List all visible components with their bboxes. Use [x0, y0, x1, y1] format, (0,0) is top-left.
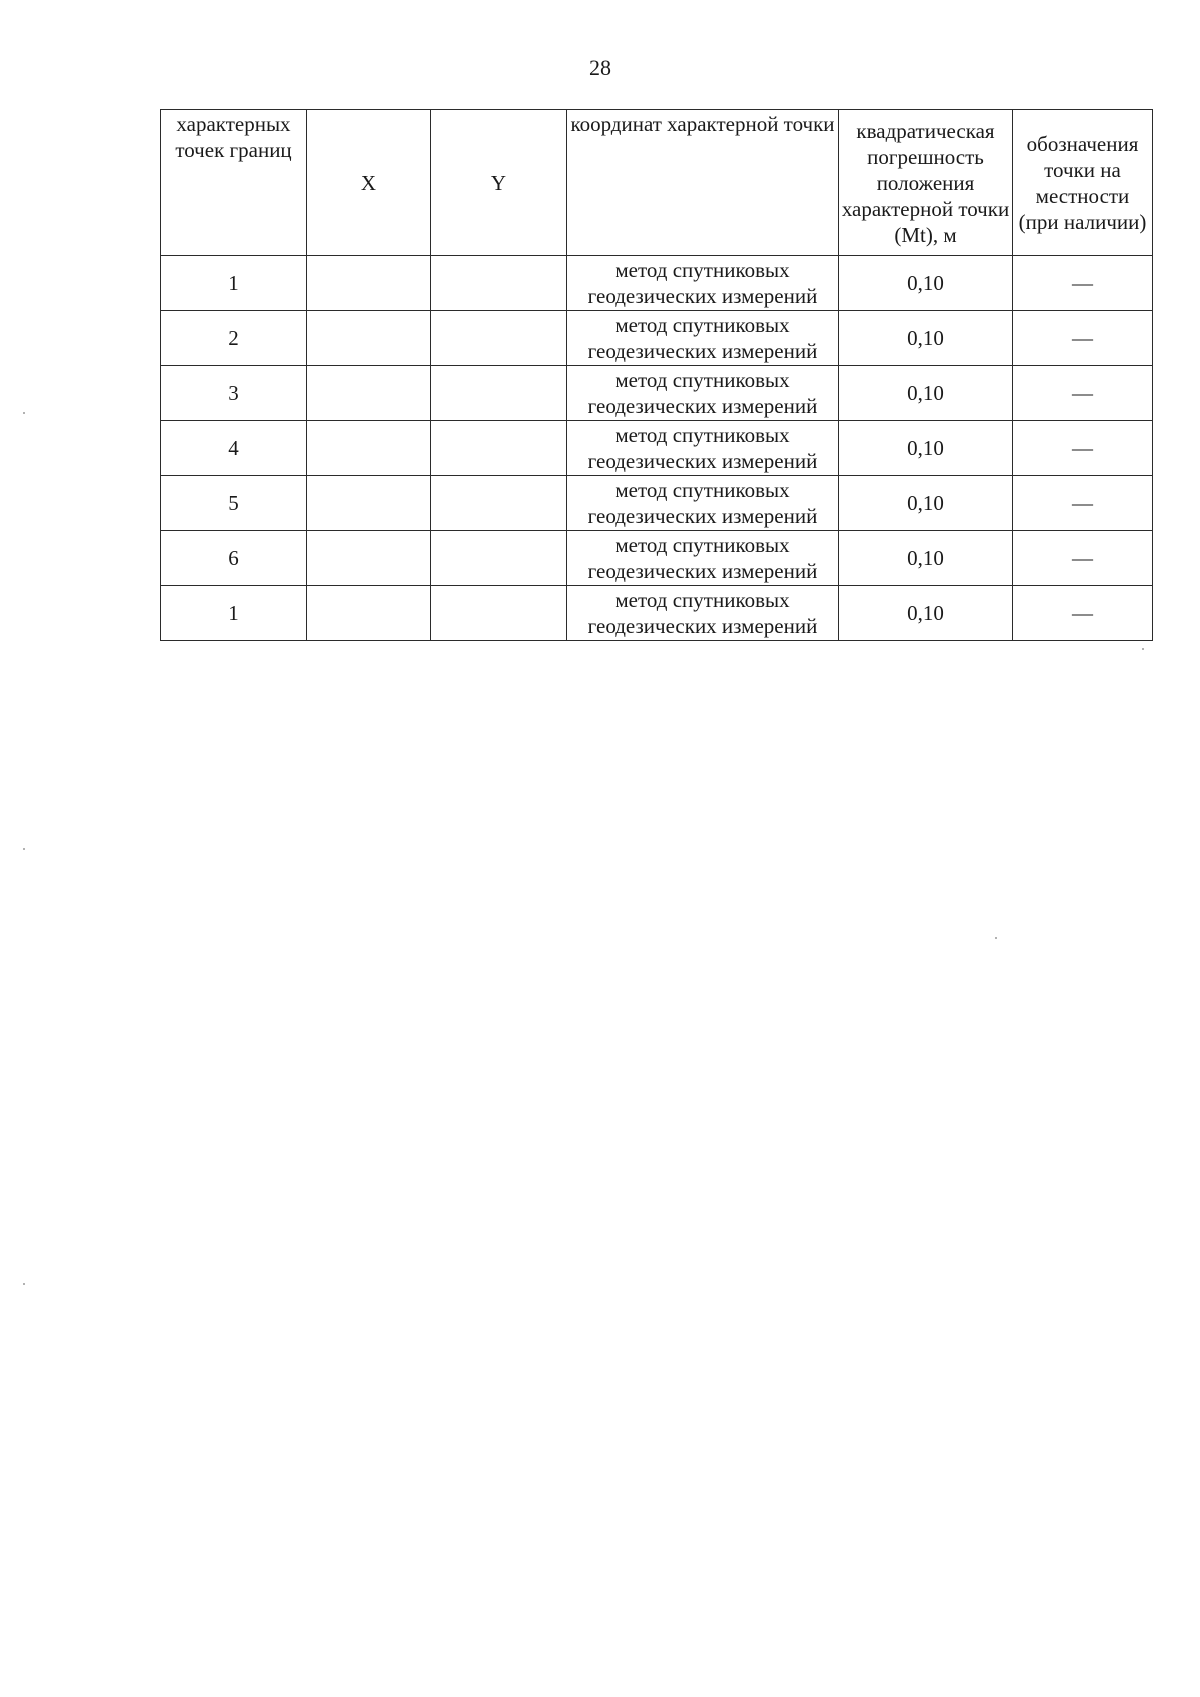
cell-marking: — [1013, 421, 1153, 476]
cell-accuracy: 0,10 [839, 256, 1013, 311]
cell-marking: — [1013, 256, 1153, 311]
scan-speck [23, 1283, 25, 1285]
scan-speck [23, 848, 25, 850]
header-y: Y [431, 110, 567, 256]
table-body [161, 256, 1153, 641]
cell-y [431, 366, 567, 421]
cell-point-number: 5 [161, 476, 307, 531]
cell-x [307, 421, 431, 476]
cell-accuracy: 0,10 [839, 586, 1013, 641]
cell-accuracy: 0,10 [839, 476, 1013, 531]
cell-point-number: 1 [161, 256, 307, 311]
table-row [161, 476, 1153, 531]
cell-method: метод спутниковых геодезических измерений [567, 366, 839, 421]
coordinates-table [160, 109, 1153, 641]
cell-point-number: 1 [161, 586, 307, 641]
cell-x [307, 366, 431, 421]
cell-accuracy: 0,10 [839, 421, 1013, 476]
cell-method: метод спутниковых геодезических измерений [567, 421, 839, 476]
cell-method: метод спутниковых геодезических измерений [567, 256, 839, 311]
cell-marking: — [1013, 531, 1153, 586]
table-row [161, 531, 1153, 586]
cell-marking: — [1013, 586, 1153, 641]
header-x: X [307, 110, 431, 256]
cell-accuracy: 0,10 [839, 366, 1013, 421]
cell-method: метод спутниковых геодезических измерений [567, 531, 839, 586]
cell-x [307, 311, 431, 366]
cell-marking: — [1013, 311, 1153, 366]
cell-accuracy: 0,10 [839, 531, 1013, 586]
cell-marking: — [1013, 476, 1153, 531]
header-marking: обозначения точки на местности (при наличии) [1013, 110, 1153, 256]
cell-y [431, 531, 567, 586]
cell-y [431, 311, 567, 366]
cell-x [307, 586, 431, 641]
cell-point-number: 4 [161, 421, 307, 476]
cell-x [307, 476, 431, 531]
table-row [161, 256, 1153, 311]
cell-method: метод спутниковых геодезических измерений [567, 586, 839, 641]
table-row [161, 311, 1153, 366]
cell-point-number: 6 [161, 531, 307, 586]
scan-speck [23, 412, 25, 414]
cell-y [431, 421, 567, 476]
cell-method: метод спутниковых геодезических измерений [567, 311, 839, 366]
cell-y [431, 256, 567, 311]
cell-method: метод спутниковых геодезических измерений [567, 476, 839, 531]
header-point-number: характерных точек границ [161, 110, 307, 256]
cell-point-number: 2 [161, 311, 307, 366]
scan-speck [1142, 648, 1144, 650]
table-header-row [161, 110, 1153, 256]
cell-y [431, 586, 567, 641]
cell-accuracy: 0,10 [839, 311, 1013, 366]
page-number: 28 [589, 55, 611, 80]
table-row [161, 366, 1153, 421]
table-row [161, 421, 1153, 476]
cell-y [431, 476, 567, 531]
cell-x [307, 531, 431, 586]
cell-marking: — [1013, 366, 1153, 421]
cell-point-number: 3 [161, 366, 307, 421]
header-method: координат характерной точки [567, 110, 839, 256]
table-row [161, 586, 1153, 641]
scan-speck [995, 937, 997, 939]
header-accuracy: квадратическая погрешность положения характерной точки (Mt), м [839, 110, 1013, 256]
cell-x [307, 256, 431, 311]
